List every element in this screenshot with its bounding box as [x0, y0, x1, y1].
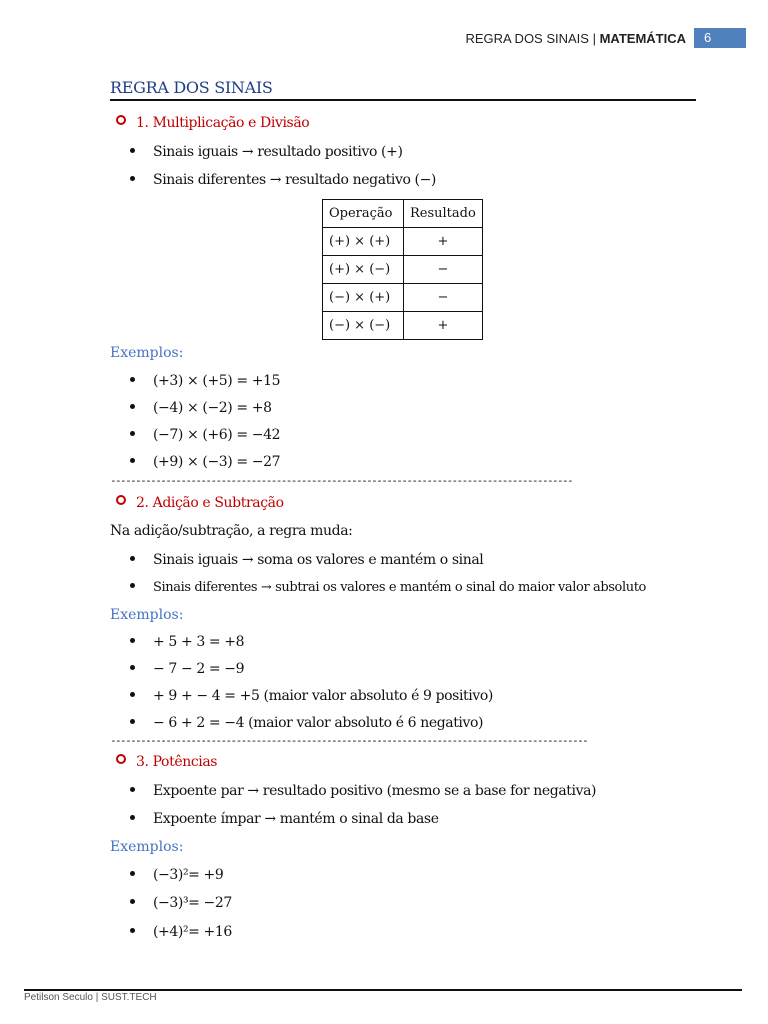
list-item-text: − 6 + 2 = −4 (maior valor absoluto é 6 negativo): [153, 715, 484, 731]
bullet-icon: [130, 928, 135, 933]
list-item-text: − 7 − 2 = −9: [153, 661, 245, 677]
table-row: [323, 228, 483, 256]
list-item-text: Expoente par → resultado positivo (mesmo se a base for negativa): [153, 783, 597, 799]
section-heading-3: [116, 754, 217, 770]
section-heading-text: 2. Adição e Subtração: [136, 495, 284, 511]
header-subject: MATEMÁTICA: [599, 31, 686, 46]
list-item-text: (−4) × (−2) = +8: [153, 400, 272, 416]
divider-line: -----------------------------------------------------------------------------------------------: [110, 734, 588, 747]
title-underline: [110, 99, 696, 101]
page-header: [0, 28, 768, 50]
table-row: [323, 312, 483, 340]
list-item: [130, 715, 483, 731]
bullet-icon: [130, 176, 135, 181]
list-item: [130, 427, 280, 443]
list-item-text: (+4)²= +16: [153, 924, 232, 940]
table-cell: (+) × (−): [323, 256, 404, 284]
bullet-icon: [130, 871, 135, 876]
table-cell: (+) × (+): [323, 228, 404, 256]
table-row: [323, 284, 483, 312]
table-header-cell: Resultado: [404, 200, 483, 228]
table-cell: (−) × (+): [323, 284, 404, 312]
section-heading-2: [116, 495, 284, 511]
list-item-text: + 5 + 3 = +8: [153, 634, 245, 650]
list-item-text: (−3)³= −27: [153, 895, 232, 911]
list-item-text: (+9) × (−3) = −27: [153, 454, 281, 470]
bullet-icon: [130, 815, 135, 820]
page-number: 6: [694, 28, 746, 48]
section-heading-1: [116, 115, 309, 131]
page-footer: Petilson Seculo | SUST.TECH: [24, 992, 157, 1003]
examples-label: Exemplos:: [110, 839, 184, 855]
table-row: [323, 256, 483, 284]
table-cell: +: [404, 228, 483, 256]
circle-bullet-icon: [116, 495, 126, 505]
list-item: [130, 811, 439, 827]
bullet-icon: [130, 377, 135, 382]
list-item: [130, 661, 244, 677]
list-item: [130, 373, 280, 389]
table-cell: +: [404, 312, 483, 340]
list-item-text: Sinais diferentes → subtrai os valores e mantém o sinal do maior valor absoluto: [153, 580, 646, 595]
header-title: [465, 31, 686, 46]
page-title: REGRA DOS SINAIS: [110, 78, 273, 97]
table-cell: (−) × (−): [323, 312, 404, 340]
bullet-icon: [130, 787, 135, 792]
list-item-text: Sinais iguais → soma os valores e mantém o sinal: [153, 552, 484, 568]
list-item: [130, 924, 232, 940]
bullet-icon: [130, 692, 135, 697]
bullet-icon: [130, 719, 135, 724]
bullet-icon: [130, 638, 135, 643]
list-item: [130, 783, 596, 799]
list-item-text: + 9 + − 4 = +5 (maior valor absoluto é 9 positivo): [153, 688, 493, 704]
circle-bullet-icon: [116, 115, 126, 125]
section-heading-text: 3. Potências: [136, 754, 218, 770]
list-item: [130, 688, 493, 704]
examples-label: Exemplos:: [110, 607, 184, 623]
divider-line: --------------------------------------------------------------------------------------------: [110, 474, 573, 487]
list-item: [130, 634, 244, 650]
list-item: [130, 172, 436, 188]
bullet-icon: [130, 458, 135, 463]
circle-bullet-icon: [116, 754, 126, 764]
table-cell: −: [404, 284, 483, 312]
section-intro: Na adição/subtração, a regra muda:: [110, 523, 353, 539]
bullet-icon: [130, 431, 135, 436]
bullet-icon: [130, 148, 135, 153]
bullet-icon: [130, 899, 135, 904]
list-item: [130, 895, 232, 911]
list-item-text: (−7) × (+6) = −42: [153, 427, 281, 443]
list-item: [130, 454, 280, 470]
table-cell: −: [404, 256, 483, 284]
list-item-text: Sinais diferentes → resultado negativo (−): [153, 172, 436, 188]
bullet-icon: [130, 556, 135, 561]
bullet-icon: [130, 404, 135, 409]
header-doc-title: REGRA DOS SINAIS |: [465, 31, 600, 46]
list-item: [130, 552, 483, 568]
section-heading-text: 1. Multiplicação e Divisão: [136, 115, 310, 131]
list-item: [130, 579, 646, 595]
list-item-text: (−3)²= +9: [153, 867, 224, 883]
list-item: [130, 400, 272, 416]
table-header-cell: Operação: [323, 200, 404, 228]
list-item-text: Expoente ímpar → mantém o sinal da base: [153, 811, 439, 827]
footer-rule: [24, 989, 742, 991]
list-item: [130, 867, 223, 883]
list-item-text: Sinais iguais → resultado positivo (+): [153, 144, 403, 160]
table-header-row: [323, 200, 483, 228]
examples-label: Exemplos:: [110, 345, 184, 361]
list-item: [130, 144, 403, 160]
sign-rule-table: [322, 199, 483, 340]
bullet-icon: [130, 665, 135, 670]
bullet-icon: [130, 583, 135, 588]
list-item-text: (+3) × (+5) = +15: [153, 373, 281, 389]
